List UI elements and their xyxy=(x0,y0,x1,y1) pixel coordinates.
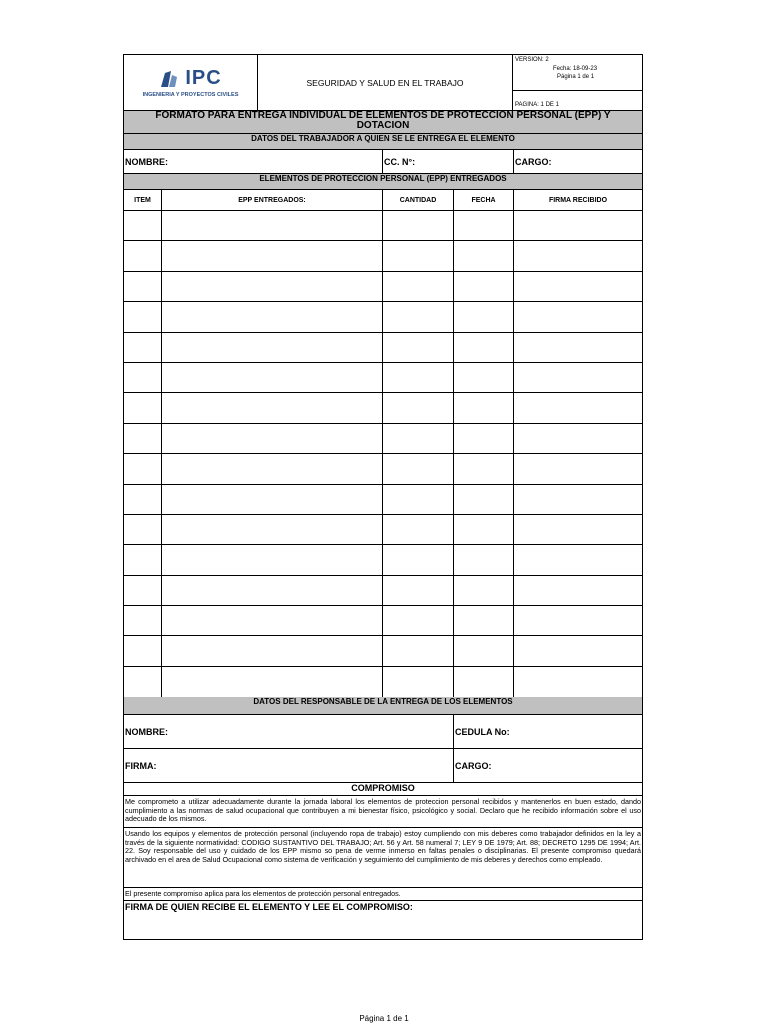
epp-table-row xyxy=(124,667,642,697)
epp-table-row xyxy=(124,211,642,241)
fecha-cell[interactable] xyxy=(454,606,514,635)
cantidad-cell[interactable] xyxy=(383,333,454,362)
responsible-row-1 xyxy=(124,715,642,749)
item-cell[interactable] xyxy=(124,485,162,514)
epp-cell[interactable] xyxy=(162,302,383,331)
firma-cell[interactable] xyxy=(514,515,642,544)
epp-table-header xyxy=(124,190,642,211)
epp-table-row xyxy=(124,454,642,484)
cantidad-cell[interactable] xyxy=(383,211,454,240)
epp-cell[interactable] xyxy=(162,272,383,301)
epp-table-body xyxy=(124,211,642,697)
date-label: Fecha: 18-09-23 xyxy=(553,66,598,72)
fecha-cell[interactable] xyxy=(454,424,514,453)
epp-form xyxy=(123,54,643,940)
fecha-cell[interactable] xyxy=(454,333,514,362)
worker-section-title: DATOS DEL TRABAJADOR A QUIEN SE LE ENTREGA EL ELEMENTO xyxy=(124,134,642,150)
epp-cell[interactable] xyxy=(162,363,383,392)
firma-cell[interactable] xyxy=(514,636,642,665)
worker-cargo-field[interactable] xyxy=(514,150,642,173)
epp-table-row xyxy=(124,515,642,545)
epp-cell[interactable] xyxy=(162,667,383,697)
epp-table-row xyxy=(124,606,642,636)
cantidad-cell[interactable] xyxy=(383,424,454,453)
fecha-cell[interactable] xyxy=(454,545,514,574)
item-cell[interactable] xyxy=(124,333,162,362)
epp-cell[interactable] xyxy=(162,515,383,544)
fecha-cell[interactable] xyxy=(454,272,514,301)
epp-table-row xyxy=(124,272,642,302)
header-meta xyxy=(513,55,642,110)
epp-table-row xyxy=(124,363,642,393)
epp-cell[interactable] xyxy=(162,211,383,240)
fecha-cell[interactable] xyxy=(454,454,514,483)
firma-cell[interactable] xyxy=(514,363,642,392)
firma-cell[interactable] xyxy=(514,606,642,635)
item-cell[interactable] xyxy=(124,576,162,605)
page-label: PAGINA: 1 DE 1 xyxy=(515,102,559,108)
responsible-cargo-field[interactable] xyxy=(454,749,642,782)
form-header xyxy=(124,55,642,111)
fecha-cell[interactable] xyxy=(454,393,514,422)
col-fecha: FECHA xyxy=(454,190,514,210)
header-title: SEGURIDAD Y SALUD EN EL TRABAJO xyxy=(258,55,513,110)
epp-cell[interactable] xyxy=(162,454,383,483)
fecha-cell[interactable] xyxy=(454,667,514,697)
item-cell[interactable] xyxy=(124,424,162,453)
logo-text: IPC xyxy=(185,67,222,89)
cantidad-cell[interactable] xyxy=(383,545,454,574)
fecha-cell[interactable] xyxy=(454,241,514,270)
logo-building-icon xyxy=(159,69,181,89)
item-cell[interactable] xyxy=(124,302,162,331)
cantidad-cell[interactable] xyxy=(383,241,454,270)
worker-name-field[interactable] xyxy=(124,150,383,173)
epp-cell[interactable] xyxy=(162,545,383,574)
col-epp: EPP ENTREGADOS: xyxy=(162,190,383,210)
cantidad-cell[interactable] xyxy=(383,576,454,605)
epp-cell[interactable] xyxy=(162,485,383,514)
item-cell[interactable] xyxy=(124,667,162,697)
firma-cell[interactable] xyxy=(514,393,642,422)
compromiso-paragraph-3: El presente compromiso aplica para los elementos de protección personal entregados. xyxy=(124,888,642,901)
epp-table-row xyxy=(124,424,642,454)
compromiso-paragraph-1: Me comprometo a utilizar adecuadamente durante la jornada laboral los elementos de proteccion personal recibidos y mantenerlos en buen estado, dando cumplimiento a las normas de salud ocupacional que contribuyen a mi bienestar físico, psicológico y social. Declaro que he recibido información sobre el uso adecuado de los mismos. xyxy=(124,796,642,828)
firma-cell[interactable] xyxy=(514,545,642,574)
item-cell[interactable] xyxy=(124,241,162,270)
compromiso-paragraph-2: Usando los equipos y elementos de protección personal (incluyendo ropa de trabajo) estoy cumpliendo con mis deberes como trabajador definidos en la ley a través de la siguiente normatividad: CODIGO SUSTANTIVO DEL TRABAJO; Art. 56 y Art. 58 numeral 7; LEY 9 DE 1979; Art. 88; DECRETO 1295 DE 1994; Art. 22. Soy responsable del uso y cuidado de los EPP mismo so pena de verme inmerso en faltas penales o disciplinarias. El presente compromiso quedará archivado en el area de Salud Ocupacional como sistema de verificación y seguimiento del cumplimiento de mis deberes y derechos como empleado. xyxy=(124,828,642,888)
col-firma-recibido: FIRMA RECIBIDO xyxy=(548,196,608,204)
fecha-cell[interactable] xyxy=(454,363,514,392)
company-logo xyxy=(124,55,258,110)
epp-table-row xyxy=(124,393,642,423)
cantidad-cell[interactable] xyxy=(383,302,454,331)
item-cell[interactable] xyxy=(124,363,162,392)
cantidad-cell[interactable] xyxy=(383,393,454,422)
responsible-row-2 xyxy=(124,749,642,783)
compromiso-title: COMPROMISO xyxy=(124,783,642,796)
epp-table-row xyxy=(124,636,642,666)
firma-cell[interactable] xyxy=(514,576,642,605)
firma-cell[interactable] xyxy=(514,485,642,514)
fecha-cell[interactable] xyxy=(454,515,514,544)
fecha-cell[interactable] xyxy=(454,636,514,665)
cantidad-cell[interactable] xyxy=(383,485,454,514)
firma-cell[interactable] xyxy=(514,424,642,453)
epp-cell[interactable] xyxy=(162,606,383,635)
fecha-cell[interactable] xyxy=(454,485,514,514)
epp-cell[interactable] xyxy=(162,636,383,665)
item-cell[interactable] xyxy=(124,272,162,301)
col-item: ITEM xyxy=(124,190,162,210)
firma-cell[interactable] xyxy=(514,241,642,270)
responsible-cargo-label: CARGO: xyxy=(455,760,492,771)
cantidad-cell[interactable] xyxy=(383,272,454,301)
compromiso-signature-field[interactable] xyxy=(124,901,642,939)
item-cell[interactable] xyxy=(124,515,162,544)
worker-cargo-label: CARGO: xyxy=(515,156,552,167)
page-footer: Página 1 de 1 xyxy=(359,1014,409,1023)
item-cell[interactable] xyxy=(124,636,162,665)
worker-info-row xyxy=(124,150,642,174)
epp-table-row xyxy=(124,302,642,332)
epp-table-row xyxy=(124,576,642,606)
page-meta-label: Página 1 de 1 xyxy=(557,74,595,80)
epp-table-row xyxy=(124,333,642,363)
item-cell[interactable] xyxy=(124,454,162,483)
worker-cc-label: CC. N°: xyxy=(384,156,416,167)
responsible-name-field[interactable] xyxy=(124,715,454,748)
cantidad-cell[interactable] xyxy=(383,667,454,697)
responsible-cedula-field[interactable] xyxy=(454,715,642,748)
worker-cc-field[interactable] xyxy=(383,150,514,173)
cantidad-cell[interactable] xyxy=(383,454,454,483)
cantidad-cell[interactable] xyxy=(383,363,454,392)
cantidad-cell[interactable] xyxy=(383,515,454,544)
col-cantidad: CANTIDAD xyxy=(383,190,454,210)
item-cell[interactable] xyxy=(124,393,162,422)
epp-cell[interactable] xyxy=(162,576,383,605)
fecha-cell[interactable] xyxy=(454,302,514,331)
firma-cell[interactable] xyxy=(514,667,642,697)
cantidad-cell[interactable] xyxy=(383,636,454,665)
epp-cell[interactable] xyxy=(162,424,383,453)
epp-cell[interactable] xyxy=(162,241,383,270)
epp-cell[interactable] xyxy=(162,393,383,422)
item-cell[interactable] xyxy=(124,545,162,574)
fecha-cell[interactable] xyxy=(454,211,514,240)
firma-cell[interactable] xyxy=(514,454,642,483)
firma-cell[interactable] xyxy=(514,333,642,362)
fecha-cell[interactable] xyxy=(454,576,514,605)
form-title: FORMATO PARA ENTREGA INDIVIDUAL DE ELEMENTOS DE PROTECCION PERSONAL (EPP) Y DOTACION xyxy=(124,111,642,134)
responsible-name-label: NOMBRE: xyxy=(125,726,168,737)
firma-cell[interactable] xyxy=(514,211,642,240)
epp-table-row xyxy=(124,545,642,575)
epp-cell[interactable] xyxy=(162,333,383,362)
cantidad-cell[interactable] xyxy=(383,606,454,635)
responsible-firma-field[interactable] xyxy=(124,749,454,782)
firma-cell[interactable] xyxy=(514,302,642,331)
logo-subtitle: INGENIERIA Y PROYECTOS CIVILES xyxy=(142,92,239,98)
responsible-firma-label: FIRMA: xyxy=(125,760,157,771)
compromiso-signature-label: FIRMA DE QUIEN RECIBE EL ELEMENTO Y LEE EL COMPROMISO: xyxy=(125,902,413,913)
epp-table-row xyxy=(124,485,642,515)
epp-table-row xyxy=(124,241,642,271)
worker-name-label: NOMBRE: xyxy=(125,156,168,167)
epp-section-title: ELEMENTOS DE PROTECCION PERSONAL (EPP) ENTREGADOS xyxy=(124,174,642,190)
item-cell[interactable] xyxy=(124,211,162,240)
firma-cell[interactable] xyxy=(514,272,642,301)
responsible-section-title: DATOS DEL RESPONSABLE DE LA ENTREGA DE LOS ELEMENTOS xyxy=(124,697,642,715)
version-label: VERSION: 2 xyxy=(515,57,549,63)
item-cell[interactable] xyxy=(124,606,162,635)
responsible-cedula-label: CEDULA No: xyxy=(455,726,510,737)
